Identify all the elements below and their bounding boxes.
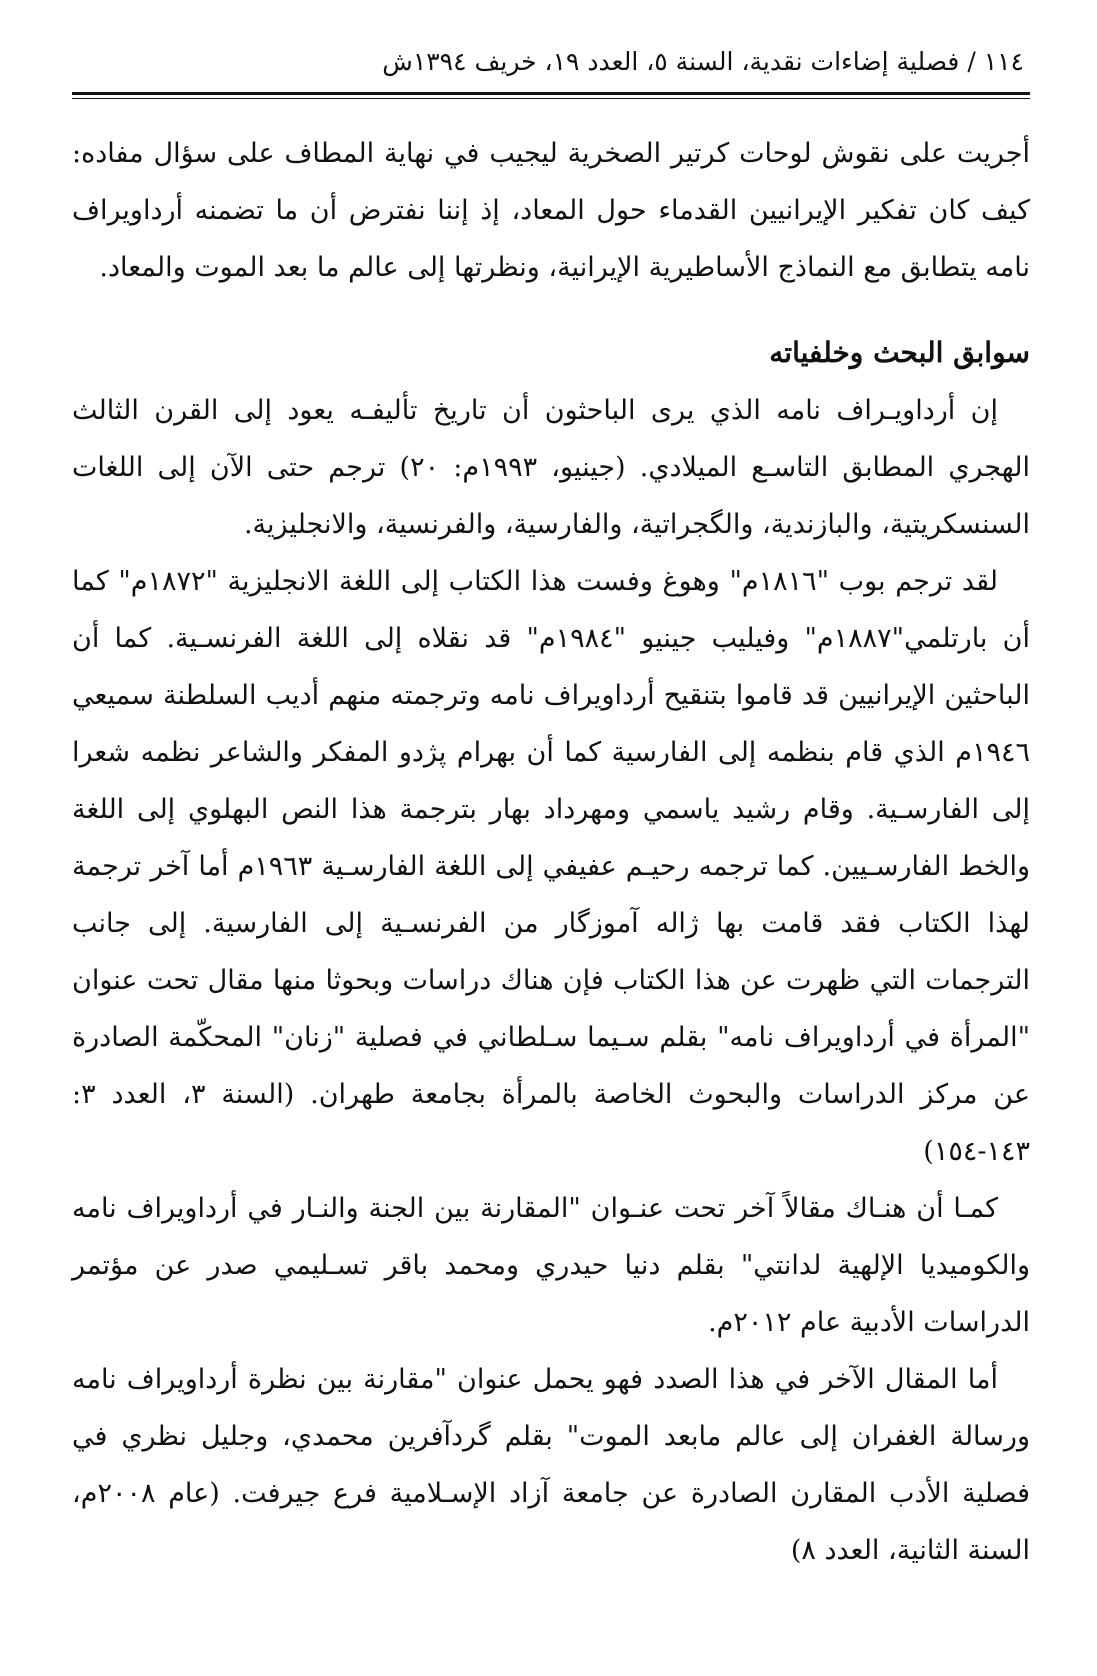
body-paragraph: أما المقال الآخر في هذا الصدد فهو يحمل عنوان "مقارنة بين نظرة أرداويراف نامه ورسالة الغفران إلى عالم مابعد الموت" بقلم گردآفرين محمدي، وجليل نظري في فصلية الأدب المقارن الصادرة عن جامعة آزاد الإسـلامية فرع جيرفت. (عام ٢٠٠٨م، السنة الثانية، العدد ٨) bbox=[72, 1364, 1030, 1566]
body-paragraph: إن أرداويـراف نامه الذي يرى الباحثون أن تاريخ تأليفـه يعود إلى القرن الثالث الهجري المطابق التاسـع الميلادي. (جينيو، ١٩٩٣م: ٢٠) ترجم حتى الآن إلى اللغات السنسكريتية، والبازندية، والگجراتية، والفارسية، والفرنسية، والانجليزية. bbox=[72, 395, 1030, 540]
section-heading: سوابق البحث وخلفياته bbox=[769, 336, 1030, 369]
running-header: ١١٤ / فصلية إضاءات نقدية، السنة ٥، العدد ١٩، خريف ١٣٩٤ش bbox=[382, 47, 1024, 76]
article-body bbox=[72, 125, 1030, 1579]
body-paragraph: لقد ترجم بوب "١٨١٦م" وهوغ وفست هذا الكتاب إلى اللغة الانجليزية "١٨٧٢م" كما أن بارتلمي"١٨٨٧م" وفيليب جينيو "١٩٨٤م" قد نقلاه إلى اللغة الفرنسـية. كما أن الباحثين الإيرانيين قد قاموا بتنقيح أرداويراف نامه وترجمته منهم أديب السلطنة سميعي ١٩٤٦م الذي قام بنظمه إلى الفارسية كما أن بهرام پژدو المفكر والشاعر نظمه شعرا إلى الفارسـية. وقام رشيد ياسمي ومهرداد بهار بترجمة هذا النص البهلوي إلى اللغة والخط الفارسـيين. كما ترجمه رحيـم عفيفي إلى اللغة الفارسـية ١٩٦٣م أما آخر ترجمة لهذا الكتاب فقد قامت بها ژاله آموزگار من الفرنسـية إلى الفارسية. إلى جانب الترجمات التي ظهرت عن هذا الكتاب فإن هناك دراسات وبحوثا منها مقال تحت عنوان "المرأة في أرداويراف نامه" بقلم سـيما سـلطاني في فصلية "زنان" المحكّمة الصادرة عن مركز الدراسات والبحوث الخاصة بالمرأة بجامعة طهران. (السنة ٣، العدد ٣: ١٤٣-١٥٤) bbox=[72, 566, 1030, 1167]
journal-page bbox=[72, 40, 1030, 1579]
intro-paragraph: أجريت على نقوش لوحات كرتير الصخرية ليجيب في نهاية المطاف على سؤال مفاده: كيف كان تفكير الإيرانيين القدماء حول المعاد، إذ إننا نفترض أن ما تضمنه أرداويراف نامه يتطابق مع النماذج الأساطيرية الإيرانية، ونظرتها إلى عالم ما بعد الموت والمعاد. bbox=[72, 138, 1030, 283]
header-rule-thin bbox=[72, 98, 1030, 99]
body-paragraph: كمـا أن هنـاك مقالاً آخر تحت عنـوان "المقارنة بين الجنة والنـار في أرداويراف نامه والكوميديا الإلهية لدانتي" بقلم دنيا حيدري ومحمد باقر تسـليمي صدر عن مؤتمر الدراسات الأدبية عام ٢٠١٢م. bbox=[72, 1193, 1030, 1338]
header-rule-thick bbox=[72, 92, 1030, 95]
